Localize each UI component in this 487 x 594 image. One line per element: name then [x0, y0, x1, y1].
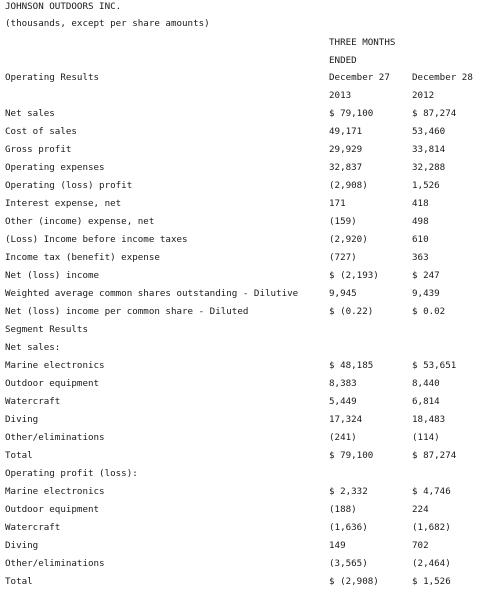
value-2013: (727)	[329, 252, 357, 263]
period-header-line2: ENDED	[329, 55, 357, 66]
value-2012: 1,526	[412, 180, 440, 191]
table-row	[0, 504, 487, 516]
table-row	[0, 216, 487, 228]
table-row	[0, 432, 487, 444]
value-2013: 29,929	[329, 144, 363, 155]
value-2013: (1,636)	[329, 522, 368, 533]
value-2013: 9,945	[329, 288, 357, 299]
value-2013: $ (0.22)	[329, 306, 374, 317]
row-label: Marine electronics	[5, 360, 105, 371]
value-2012: 610	[412, 234, 429, 245]
row-label: Operating (loss) profit	[5, 180, 133, 191]
value-2012: 18,483	[412, 414, 446, 425]
value-2012: (1,682)	[412, 522, 451, 533]
row-label: (Loss) Income before income taxes	[5, 234, 188, 245]
value-2013: 149	[329, 540, 346, 551]
value-2012: $ 53,651	[412, 360, 457, 371]
value-2013: 5,449	[329, 396, 357, 407]
row-label: Cost of sales	[5, 126, 77, 137]
value-2012: 702	[412, 540, 429, 551]
company-name: JOHNSON OUTDOORS INC.	[5, 1, 122, 12]
subsection-title-operating-profit: Operating profit (loss):	[5, 468, 138, 479]
table-row	[0, 540, 487, 552]
section-title-segment-results: Segment Results	[5, 324, 88, 335]
table-row	[0, 126, 487, 138]
value-2013: (188)	[329, 504, 357, 515]
row-label: Outdoor equipment	[5, 378, 100, 389]
table-row	[0, 144, 487, 156]
value-2013: 17,324	[329, 414, 363, 425]
value-2012: 418	[412, 198, 429, 209]
value-2012: $ 247	[412, 270, 440, 281]
column-header-year-2: 2012	[412, 90, 435, 101]
value-2013: $ 48,185	[329, 360, 374, 371]
table-row	[0, 180, 487, 192]
value-2013: (3,565)	[329, 558, 368, 569]
value-2012: $ 1,526	[412, 576, 451, 587]
value-2012: $ 0.02	[412, 306, 446, 317]
row-label: Total	[5, 450, 33, 461]
row-label: Net (loss) income	[5, 270, 100, 281]
row-label: Operating expenses	[5, 162, 105, 173]
value-2013: 32,837	[329, 162, 363, 173]
value-2013: $ (2,193)	[329, 270, 379, 281]
table-row	[0, 522, 487, 534]
row-label: Net (loss) income per common share - Diluted	[5, 306, 249, 317]
value-2012: $ 87,274	[412, 108, 457, 119]
table-row	[0, 414, 487, 426]
value-2013: (2,920)	[329, 234, 368, 245]
value-2012: $ 4,746	[412, 486, 451, 497]
row-label: Other (income) expense, net	[5, 216, 155, 227]
value-2012: 8,440	[412, 378, 440, 389]
value-2012: 6,814	[412, 396, 440, 407]
value-2013: (159)	[329, 216, 357, 227]
value-2013: $ 79,100	[329, 450, 374, 461]
table-row	[0, 108, 487, 120]
value-2012: (114)	[412, 432, 440, 443]
row-label: Weighted average common shares outstanding - Dilutive	[5, 288, 299, 299]
value-2013: 171	[329, 198, 346, 209]
table-row	[0, 450, 487, 462]
value-2013: (241)	[329, 432, 357, 443]
table-row	[0, 486, 487, 498]
value-2012: 363	[412, 252, 429, 263]
table-row	[0, 576, 487, 588]
row-label: Gross profit	[5, 144, 72, 155]
row-label: Other/eliminations	[5, 558, 105, 569]
row-label: Net sales	[5, 108, 55, 119]
row-label: Marine electronics	[5, 486, 105, 497]
value-2013: $ (2,908)	[329, 576, 379, 587]
row-label: Diving	[5, 414, 39, 425]
value-2012: 32,288	[412, 162, 446, 173]
value-2013: 49,171	[329, 126, 363, 137]
period-header-line1: THREE MONTHS	[329, 37, 396, 48]
table-row	[0, 252, 487, 264]
column-header-date-1: December 27	[329, 72, 390, 83]
value-2012: 224	[412, 504, 429, 515]
table-row	[0, 198, 487, 210]
row-label: Other/eliminations	[5, 432, 105, 443]
value-2013: (2,908)	[329, 180, 368, 191]
value-2012: 53,460	[412, 126, 446, 137]
value-2012: $ 87,274	[412, 450, 457, 461]
value-2013: $ 79,100	[329, 108, 374, 119]
row-label: Interest expense, net	[5, 198, 122, 209]
table-row	[0, 306, 487, 318]
value-2013: $ 2,332	[329, 486, 368, 497]
section-title-operating-results: Operating Results	[5, 72, 100, 83]
value-2012: 498	[412, 216, 429, 227]
column-header-year-1: 2013	[329, 90, 352, 101]
row-label: Watercraft	[5, 522, 61, 533]
table-row	[0, 288, 487, 300]
table-row	[0, 558, 487, 570]
column-header-date-2: December 28	[412, 72, 473, 83]
row-label: Watercraft	[5, 396, 61, 407]
value-2012: (2,464)	[412, 558, 451, 569]
units-note: (thousands, except per share amounts)	[5, 18, 210, 29]
row-label: Diving	[5, 540, 39, 551]
table-row	[0, 360, 487, 372]
table-row	[0, 234, 487, 246]
subsection-title-net-sales: Net sales:	[5, 342, 61, 353]
table-row	[0, 378, 487, 390]
row-label: Outdoor equipment	[5, 504, 100, 515]
row-label: Total	[5, 576, 33, 587]
row-label: Income tax (benefit) expense	[5, 252, 160, 263]
value-2012: 33,814	[412, 144, 446, 155]
value-2013: 8,383	[329, 378, 357, 389]
table-row	[0, 162, 487, 174]
value-2012: 9,439	[412, 288, 440, 299]
table-row	[0, 270, 487, 282]
table-row	[0, 396, 487, 408]
